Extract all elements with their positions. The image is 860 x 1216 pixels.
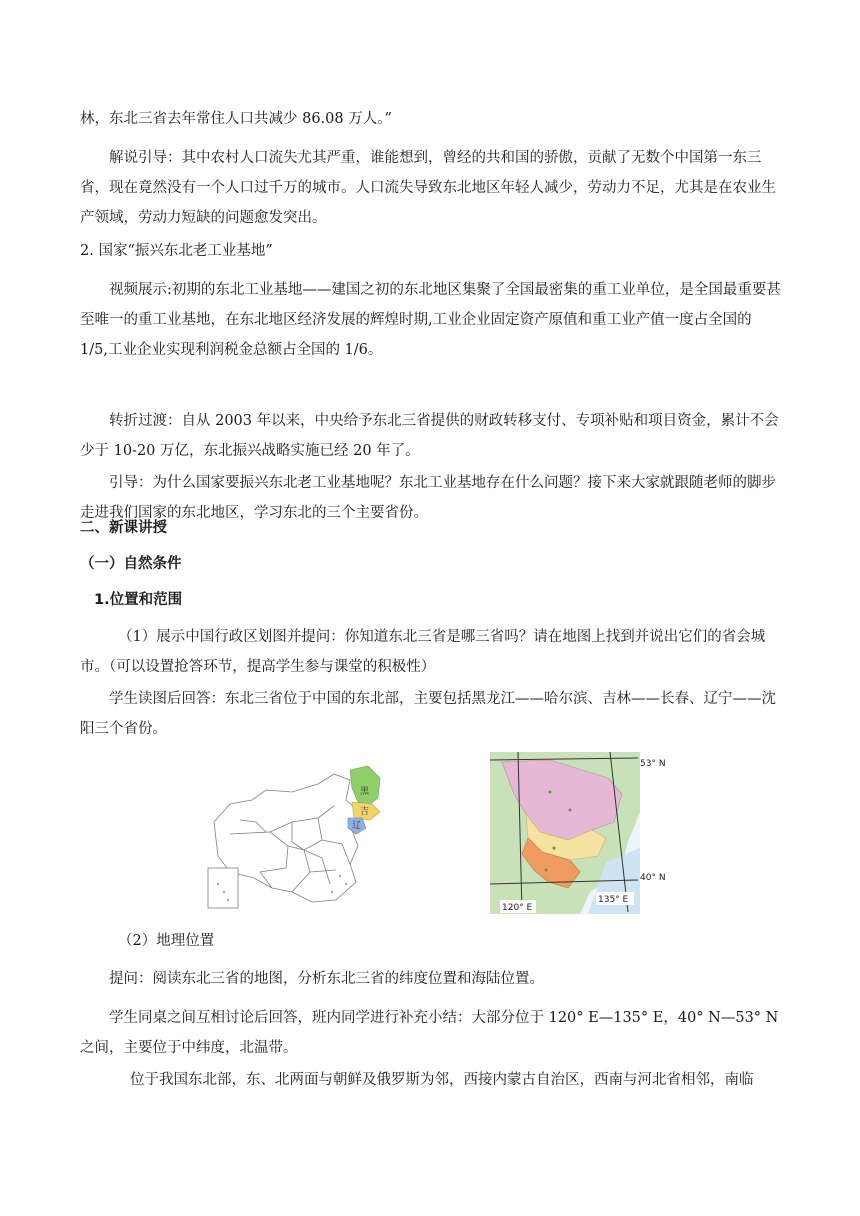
northeast-provinces-map — [490, 752, 670, 914]
label-liaoning: 辽 — [352, 821, 362, 831]
paragraph-show-map: （1）展示中国行政区划图并提问：你知道东北三省是哪三省吗？请在地图上找到并说出它们的省会城市。（可以设置抢答环节，提高学生参与课堂的积极性） — [80, 629, 766, 675]
paragraph-narration: 解说引导：其中农村人口流失尤其严重，谁能想到，曾经的共和国的骄傲，贡献了无数个中国第一东三省，现在竟然没有一个人口过千万的城市。人口流失导致东北地区年轻人减少，劳动力不足，尤其是在农业生产领域，劳动力短缺的问题愈发突出。 — [80, 150, 776, 226]
paragraph-neighbors: 位于我国东北部，东、北两面与朝鲜及俄罗斯为邻，西接内蒙古自治区，西南与河北省相邻，南临 — [130, 1072, 754, 1088]
paragraph-student-answer: 学生读图后回答：东北三省位于中国的东北部，主要包括黑龙江——哈尔滨、吉林——长春、辽宁——沈阳三个省份。 — [80, 691, 776, 737]
label-lat-53n: 53° N — [640, 759, 666, 769]
paragraph-population: 林，东北三省去年常住人口共减少 86.08 万人。” — [80, 111, 392, 127]
paragraph-video: 视频展示:初期的东北工业基地——建国之初的东北地区集聚了全国最密集的重工业单位，是全国最重要甚至唯一的重工业基地，在东北地区经济发展的辉煌时期,工业企业固定资产原值和重工业产值一度占全国的 1/5,工业企业实现利润税金总额占全国的 1/6。 — [80, 282, 781, 358]
paragraph-geo-location: （2）地理位置 — [118, 933, 215, 949]
paragraph-transition: 转折过渡：自从 2003 年以来，中央给予东北三省提供的财政转移支付、专项补贴和项目资金，累计不会少于 10-20 万亿，东北振兴战略实施已经 20 年了。 — [80, 413, 779, 459]
label-lon-120e: 120° E — [502, 903, 533, 913]
heading-natural-conditions: （一）自然条件 — [80, 556, 182, 572]
label-heilongjiang: 黑 — [360, 787, 370, 797]
label-lon-135e: 135° E — [598, 895, 629, 905]
china-administrative-map — [200, 760, 400, 915]
paragraph-guide: 引导：为什么国家要振兴东北老工业基地呢？东北工业基地存在什么问题？接下来大家就跟随老师的脚步走进我们国家的东北地区，学习东北的三个主要省份。 — [80, 475, 776, 521]
heading-location-range: 1.位置和范围 — [94, 592, 183, 608]
paragraph-summary: 学生同桌之间互相讨论后回答，班内同学进行补充小结：大部分位于 120° E—135° E，40° N—53° N 之间，主要位于中纬度，北温带。 — [80, 1010, 779, 1056]
heading-new-lesson: 二、新课讲授 — [80, 520, 167, 536]
label-jilin: 吉 — [360, 807, 370, 817]
paragraph-question: 提问：阅读东北三省的地图，分析东北三省的纬度位置和海陆位置。 — [109, 971, 544, 987]
label-lat-40n: 40° N — [640, 873, 666, 883]
section-heading-revitalize: 2. 国家“振兴东北老工业基地” — [80, 243, 273, 259]
